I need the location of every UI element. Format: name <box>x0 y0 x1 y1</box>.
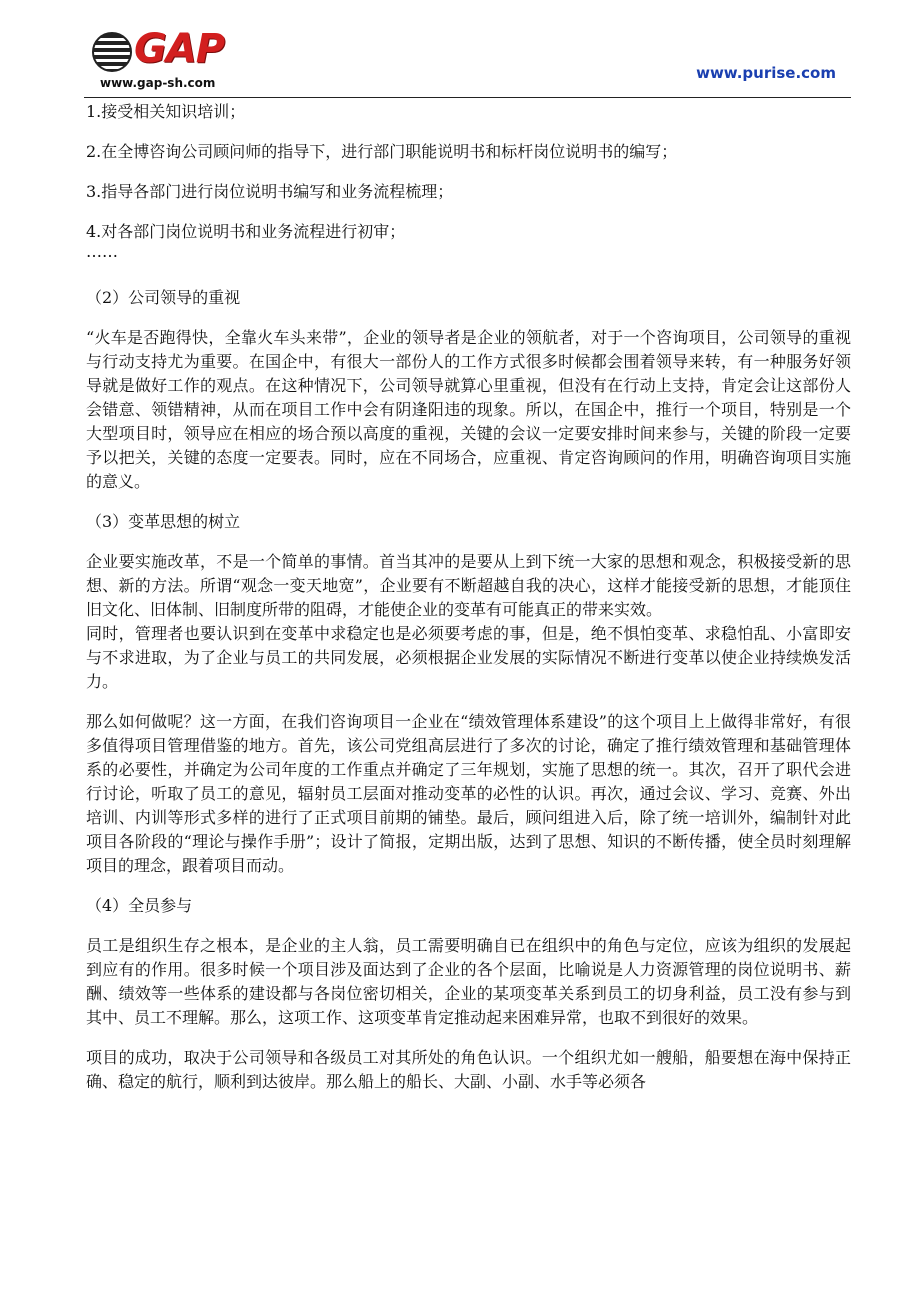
paragraph: 那么如何做呢？这一方面，在我们咨询项目一企业在“绩效管理体系建设”的这个项目上上做得非常好，有很多值得项目管理借鉴的地方。首先，该公司党组高层进行了多次的讨论，确定了推行绩效管理和基础管理体系的必要性，并确定为公司年度的工作重点并确定了三年规划，实施了思想的统一。其次，召开了职代会进行讨论，听取了员工的意见，辐射员工层面对推动变革的必性的认识。再次，通过会议、学习、竞赛、外出培训、内训等形式多样的进行了正式项目前期的铺垫。最后，顾问组进入后，除了统一培训外，编制针对此项目各阶段的“理论与操作手册”；设计了简报，定期出版，达到了思想、知识的不断传播，使全员时刻理解项目的理念，跟着项目而动。 <box>86 712 851 875</box>
globe-icon <box>92 32 132 72</box>
list-item: 1.接受相关知识培训； <box>86 102 246 121</box>
page-header <box>0 0 920 100</box>
header-divider <box>84 97 851 98</box>
ellipsis: …… <box>86 242 118 261</box>
paragraph: 同时，管理者也要认识到在变革中求稳定也是必须要考虑的事，但是，绝不惧怕变革、求稳怕乱、小富即安与不求进取，为了企业与员工的共同发展，必须根据企业发展的实际情况不断进行变革以使企业持续焕发活力。 <box>86 624 851 691</box>
paragraph: 项目的成功，取决于公司领导和各级员工对其所处的角色认识。一个组织尤如一艘船，船要想在海中保持正确、稳定的航行，顺利到达彼岸。那么船上的船长、大副、小副、水手等必须各 <box>86 1048 851 1091</box>
site-url[interactable]: www.purise.com <box>696 64 836 82</box>
document-body <box>86 100 851 1094</box>
section-heading: （3）变革思想的树立 <box>86 512 241 531</box>
list-item: 2.在全博咨询公司顾问师的指导下，进行部门职能说明书和标杆岗位说明书的编写； <box>86 142 678 161</box>
paragraph: 企业要实施改革，不是一个简单的事情。首当其冲的是要从上到下统一大家的思想和观念，积极接受新的思想、新的方法。所谓“观念一变天地宽”，企业要有不断超越自我的决心，这样才能接受新的思想，才能顶住旧文化、旧体制、旧制度所带的阻碍，才能使企业的变革有可能真正的带来实效。 <box>86 552 851 619</box>
logo-text: GAP <box>134 26 225 72</box>
paragraph: “火车是否跑得快，全靠火车头来带”，企业的领导者是企业的领航者，对于一个咨询项目，公司领导的重视与行动支持尤为重要。在国企中，有很大一部份人的工作方式很多时候都会围着领导来转，有一种服务好领导就是做好工作的观点。在这种情况下，公司领导就算心里重视，但没有在行动上支持，肯定会让这部份人会错意、领错精神，从而在项目工作中会有阴逢阳违的现象。所以，在国企中，推行一个项目，特别是一个大型项目时，领导应在相应的场合预以高度的重视，关键的会议一定要安排时间来参与，关键的阶段一定要予以把关，关键的态度一定要表。同时，应在不同场合，应重视、肯定咨询顾问的作用，明确咨询项目实施的意义。 <box>86 328 851 491</box>
paragraph: 员工是组织生存之根本，是企业的主人翁，员工需要明确自已在组织中的角色与定位，应该为组织的发展起到应有的作用。很多时候一个项目涉及面达到了企业的各个层面，比喻说是人力资源管理的岗位说明书、薪酬、绩效等一些体系的建设都与各岗位密切相关，企业的某项变革关系到员工的切身利益，员工没有参与到其中、员工不理解。那么，这项工作、这项变革肯定推动起来困难异常，也取不到很好的效果。 <box>86 936 851 1027</box>
logo-url: www.gap-sh.com <box>100 76 216 90</box>
list-item: 3.指导各部门进行岗位说明书编写和业务流程梳理； <box>86 182 454 201</box>
list-item: 4.对各部门岗位说明书和业务流程进行初审； <box>86 222 406 241</box>
gap-logo <box>92 26 242 94</box>
section-heading: （2）公司领导的重视 <box>86 288 241 307</box>
section-heading: （4）全员参与 <box>86 896 193 915</box>
